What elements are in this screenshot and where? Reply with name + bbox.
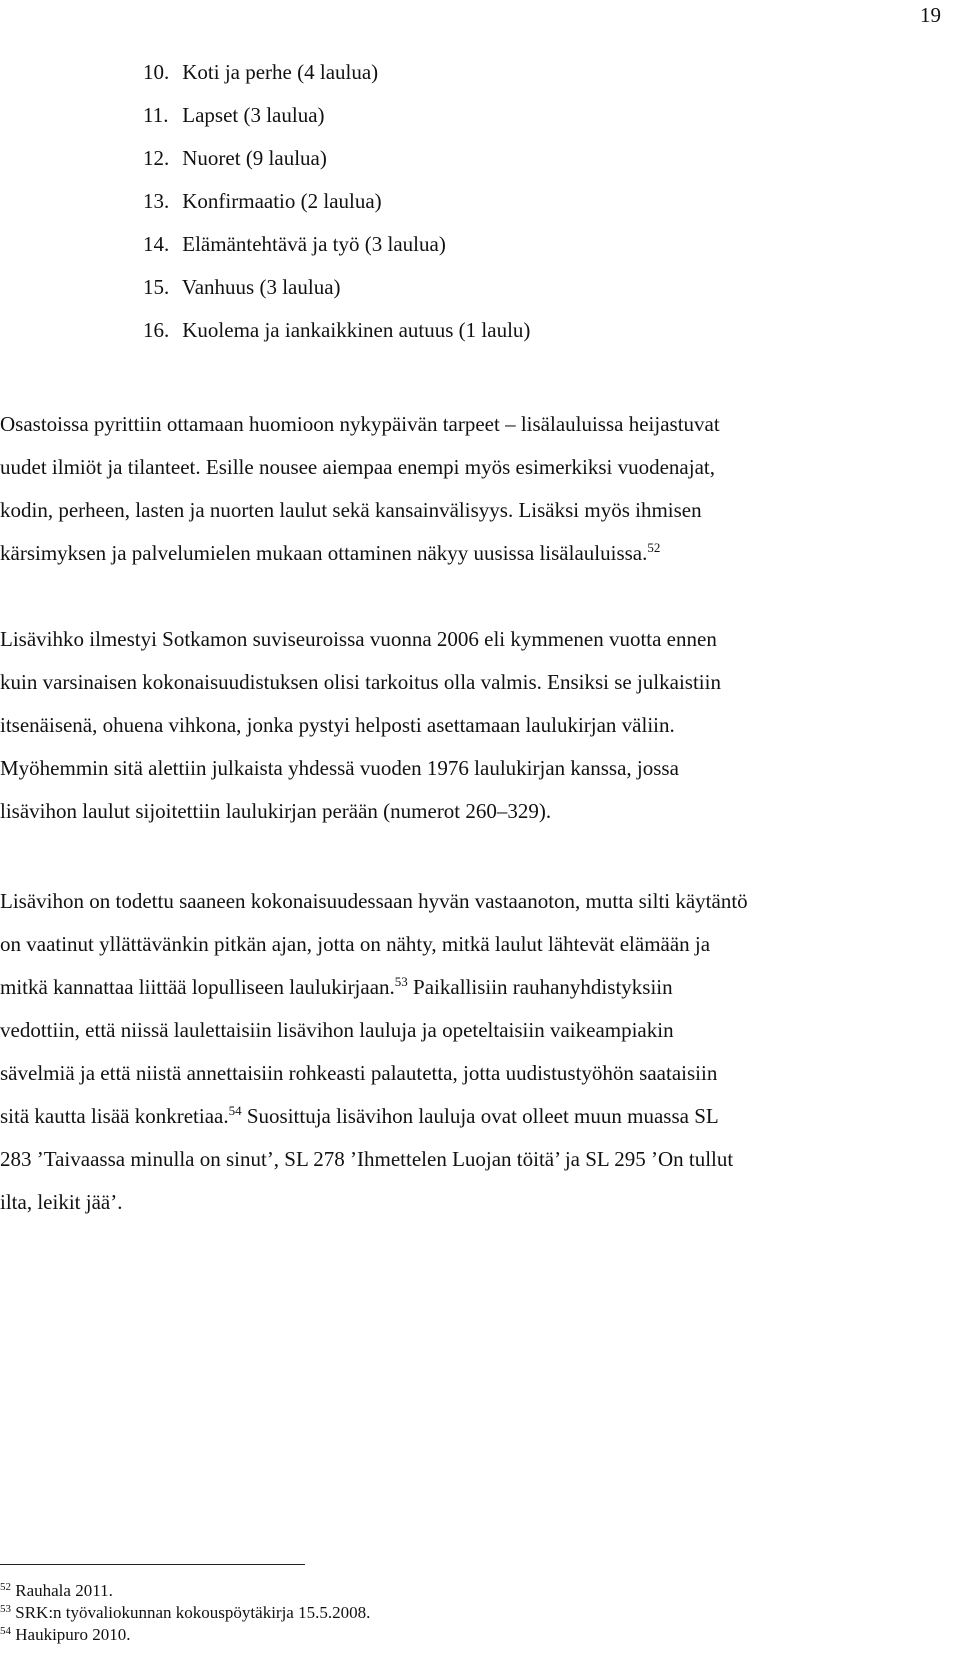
- text-line-content: sitä kautta lisää konkretiaa.: [0, 1104, 229, 1128]
- list-item-text: Nuoret (9 laulua): [182, 146, 327, 170]
- list-item-text: Vanhuus (3 laulua): [181, 275, 341, 299]
- footnote-number: 53: [0, 1603, 11, 1615]
- list-item-text: Konfirmaatio (2 laulua): [182, 189, 382, 213]
- list-item-text: Elämäntehtävä ja työ (3 laulua): [182, 232, 446, 256]
- list-item-text: Lapset (3 laulua): [182, 103, 325, 127]
- text-line: on vaatinut yllättävänkin pitkän ajan, jotta on nähty, mitkä laulut lähtevät elämään ja: [0, 932, 711, 956]
- text-line: [0, 966, 748, 1009]
- list-item: [143, 101, 530, 144]
- text-line: kodin, perheen, lasten ja nuorten laulut sekä kansainvälisyys. Lisäksi myös ihmisen: [0, 498, 702, 522]
- list-item-number: 14.: [143, 232, 170, 256]
- text-line: ilta, leikit jää’.: [0, 1190, 123, 1214]
- text-line: lisävihon laulut sijoitettiin laulukirjan perään (numerot 260–329).: [0, 799, 552, 823]
- text-line: kuin varsinaisen kokonaisuudistuksen olisi tarkoitus olla valmis. Ensiksi se julkaistiin: [0, 670, 721, 694]
- paragraph-reception: [0, 880, 748, 1224]
- text-line-content: Suosittuja lisävihon lauluja ovat olleet muun muassa SL: [241, 1104, 719, 1128]
- list-item-number: 12.: [143, 146, 170, 170]
- footnote-number: 54: [0, 1625, 11, 1637]
- text-line: Osastoissa pyrittiin ottamaan huomioon nykypäivän tarpeet – lisälauluissa heijastuvat: [0, 412, 720, 436]
- list-item-number: 16.: [143, 318, 170, 342]
- text-line-content: kärsimyksen ja palvelumielen mukaan ottaminen näkyy uusissa lisälauluissa.: [0, 541, 648, 565]
- footnote-text: Haukipuro 2010.: [15, 1625, 131, 1644]
- text-line: 283 ’Taivaassa minulla on sinut’, SL 278 ’Ihmettelen Luojan töitä’ ja SL 295 ’On tullut: [0, 1147, 734, 1171]
- footnote-text: SRK:n työvaliokunnan kokouspöytäkirja 15.5.2008.: [15, 1603, 371, 1622]
- list-item-number: 13.: [143, 189, 170, 213]
- footnote: [0, 1602, 370, 1624]
- text-line: [0, 1095, 748, 1138]
- text-line: vedottiin, että niissä laulettaisiin lisävihon lauluja ja opeteltaisiin vaikeampiakin: [0, 1018, 674, 1042]
- list-item: [143, 316, 530, 359]
- footnote: [0, 1624, 130, 1646]
- paragraph-new-sections: [0, 403, 720, 575]
- list-item-number: 10.: [143, 60, 170, 84]
- text-line-content: mitkä kannattaa liittää lopulliseen laulukirjaan.: [0, 975, 395, 999]
- footnote-reference: 52: [647, 540, 661, 555]
- footnote-text: Rauhala 2011.: [15, 1581, 113, 1600]
- footnote: [0, 1580, 113, 1602]
- list-item-number: 11.: [143, 103, 169, 127]
- text-line-content: Paikallisiin rauhanyhdistyksiin: [407, 975, 673, 999]
- footnote-reference: 54: [228, 1103, 242, 1118]
- text-line: sävelmiä ja että niistä annettaisiin rohkeasti palautetta, jotta uudistustyöhön saataisiin: [0, 1061, 718, 1085]
- text-line: itsenäisenä, ohuena vihkona, jonka pystyi helposti asettamaan laulukirjan väliin.: [0, 713, 675, 737]
- text-line: Lisävihon on todettu saaneen kokonaisuudessaan hyvän vastaanoton, mutta silti käytäntö: [0, 889, 748, 913]
- list-item: [143, 58, 530, 101]
- text-line: uudet ilmiöt ja tilanteet. Esille nousee aiempaa enempi myös esimerkiksi vuodenajat,: [0, 455, 715, 479]
- footnote-number: 52: [0, 1581, 11, 1593]
- text-line: [0, 532, 720, 575]
- list-item-number: 15.: [143, 275, 170, 299]
- paragraph-publication: [0, 618, 721, 833]
- page-number: 19: [920, 3, 941, 27]
- list-item-text: Koti ja perhe (4 laulua): [182, 60, 379, 84]
- list-item: [143, 273, 530, 316]
- footnote-reference: 53: [394, 974, 408, 989]
- list-item: [143, 187, 530, 230]
- text-line: Lisävihko ilmestyi Sotkamon suviseuroissa vuonna 2006 eli kymmenen vuotta ennen: [0, 627, 717, 651]
- footnote-divider: [0, 1564, 305, 1565]
- chapter-list: [143, 58, 530, 359]
- text-line: Myöhemmin sitä alettiin julkaista yhdessä vuoden 1976 laulukirjan kanssa, jossa: [0, 756, 679, 780]
- list-item: [143, 230, 530, 273]
- list-item-text: Kuolema ja iankaikkinen autuus (1 laulu): [182, 318, 531, 342]
- list-item: [143, 144, 530, 187]
